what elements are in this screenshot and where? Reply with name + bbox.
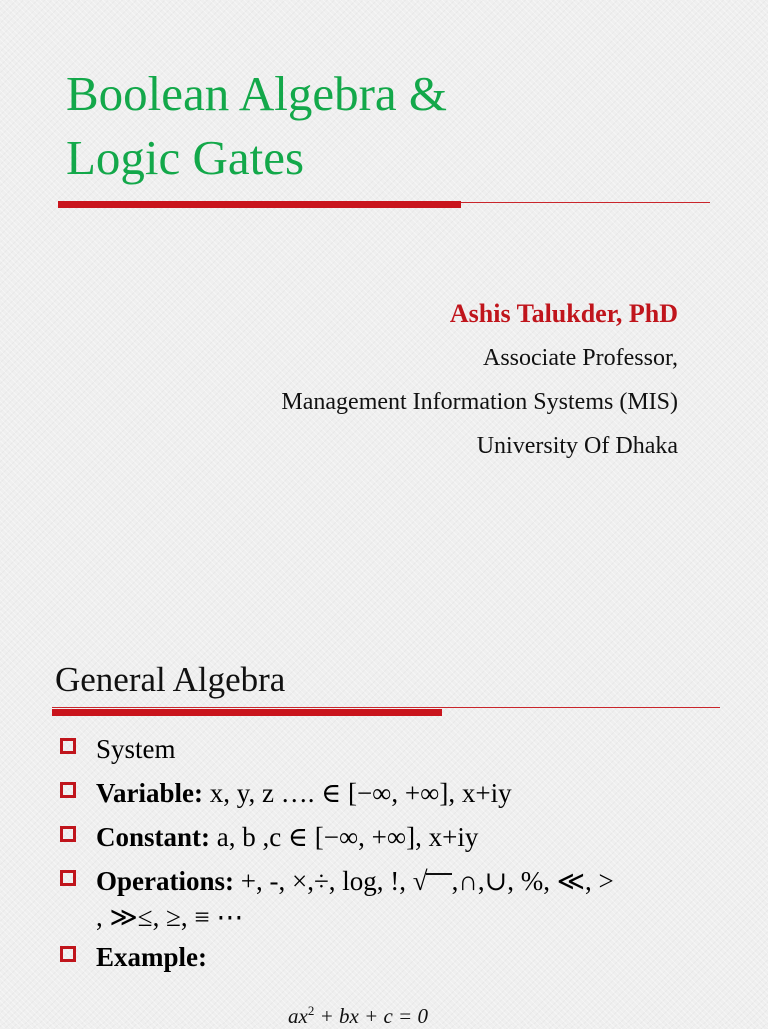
bullet-system — [58, 727, 738, 771]
square-bullet-icon — [60, 870, 76, 886]
square-bullet-icon — [60, 782, 76, 798]
bullet-constant-text: a, b ,c ∈ [−∞, +∞], x+iy — [210, 822, 479, 852]
bullet-variable-label: Variable: — [96, 778, 203, 808]
section-divider-thick — [52, 709, 442, 716]
author-name: Ashis Talukder, PhD — [449, 299, 678, 328]
author-department: Management Information Systems (MIS) — [281, 389, 678, 415]
author-university: University Of Dhaka — [476, 433, 678, 459]
bullet-system-text: System — [96, 734, 176, 764]
slide-title — [0, 0, 768, 512]
square-bullet-icon — [60, 738, 76, 754]
bullet-list — [58, 727, 738, 979]
equation-part-b: + bx + c = 0 — [314, 1004, 428, 1028]
main-title — [66, 62, 706, 190]
equation-exponent: 2 — [307, 1003, 315, 1018]
equation-part-a: ax — [288, 1004, 308, 1028]
bullet-constant — [58, 815, 738, 859]
square-bullet-icon — [60, 826, 76, 842]
bullet-example — [58, 935, 738, 979]
bullet-operations-text-a: +, -, ×,÷, log, !, √ — [234, 866, 428, 896]
main-title-line-1: Boolean Algebra & — [66, 66, 448, 121]
example-equation — [288, 998, 428, 1029]
bullet-variable-text: x, y, z …. ∈ [−∞, +∞], x+iy — [203, 778, 512, 808]
sqrt-overbar — [426, 873, 452, 875]
title-divider-thick — [58, 201, 461, 208]
author-block — [281, 292, 678, 468]
main-title-line-2: Logic Gates — [66, 130, 305, 185]
section-divider-thin — [52, 707, 720, 708]
bullet-operations — [58, 859, 738, 935]
bullet-example-label: Example: — [96, 942, 207, 972]
bullet-operations-label: Operations: — [96, 866, 234, 896]
bullet-operations-text-b: ,∩,∪, %, ≪, > — [451, 866, 614, 896]
bullet-variable — [58, 771, 738, 815]
bullet-constant-label: Constant: — [96, 822, 211, 852]
square-bullet-icon — [60, 946, 76, 962]
section-title: General Algebra — [55, 660, 286, 699]
slide-general-algebra — [0, 512, 768, 1028]
bullet-operations-text-line2: , ≫≤, ≥, ≡ ⋯ — [96, 902, 244, 932]
author-position: Associate Professor, — [483, 345, 678, 371]
